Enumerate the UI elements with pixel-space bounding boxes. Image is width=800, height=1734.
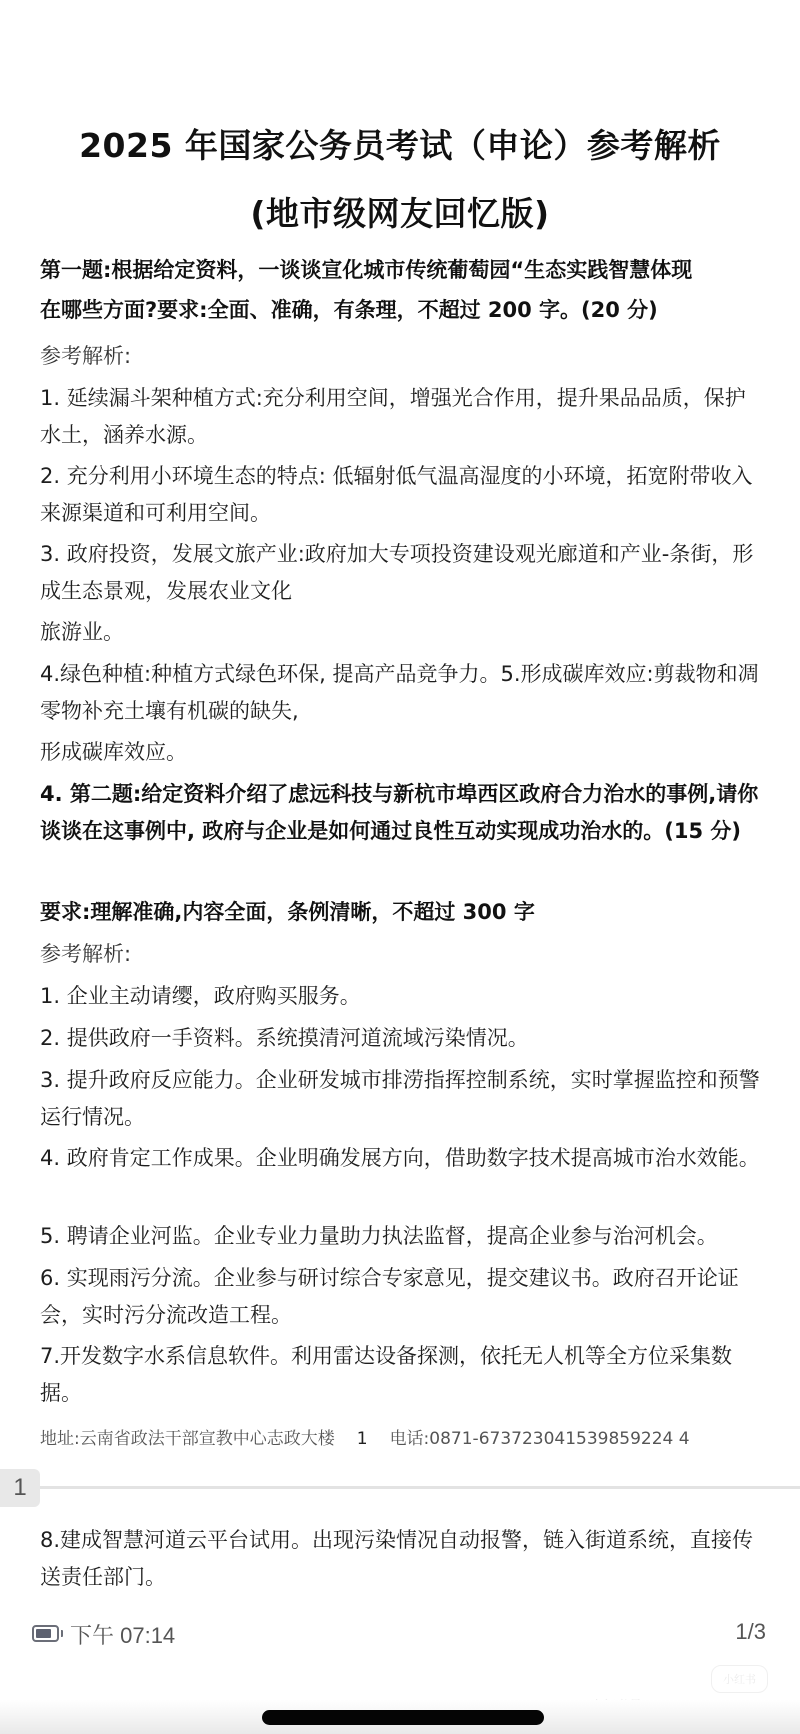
- battery-level: [36, 1629, 51, 1638]
- footer-page-number: 1: [356, 1429, 368, 1449]
- question2-analysis-label: 参考解析:: [40, 942, 132, 966]
- watermark-logo: 小红书: [711, 1665, 768, 1693]
- question1-answer-4-5: 4.绿色种植:种植方式绿色环保, 提高产品竞争力。5.形成碳库效应:剪裁物和凋零物补充土壤有机碳的缺失,: [40, 662, 759, 723]
- reader-status-bar: [0, 1615, 800, 1655]
- battery-tip: [61, 1630, 63, 1637]
- question2-answer-4: 4. 政府肯定工作成果。企业明确发展方向，借助数字技术提高城市治水效能。: [40, 1146, 760, 1170]
- question1-prompt-line1: 第一题:根据给定资料，一谈谈宣化城市传统葡萄园“生态实践智慧体现: [40, 258, 693, 282]
- question2-answer-2: 2. 提供政府一手资料。系统摸清河道流域污染情况。: [40, 1026, 529, 1050]
- question2-answer-1: 1. 企业主动请缨，政府购买服务。: [40, 984, 361, 1008]
- question2-answer-6: 6. 实现雨污分流。企业参与研讨综合专家意见，提交建议书。政府召开论证会，实时污分流改造工程。: [40, 1266, 739, 1327]
- question1-prompt-line2: 在哪些方面?要求:全面、准确，有条理，不超过 200 字。(20 分): [40, 298, 658, 322]
- page-footer: [40, 1424, 780, 1449]
- page-indicator: 1/3: [735, 1619, 766, 1644]
- question1-answer-3: 3. 政府投资，发展文旅产业:政府加大专项投资建设观光廊道和产业-条街，形成生态景观，发展农业文化: [40, 542, 754, 603]
- home-indicator[interactable]: [262, 1710, 544, 1725]
- battery-icon: [32, 1625, 59, 1642]
- question1-analysis-label: 参考解析:: [40, 344, 132, 368]
- status-time: 下午 07:14: [70, 1623, 176, 1648]
- question1-prompt: [40, 252, 766, 329]
- question1-answer-3-cont: 旅游业。: [40, 620, 124, 644]
- question1-answer-2: 2. 充分利用小环境生态的特点: 低辐射低气温高湿度的小环境，拓宽附带收入来源渠道和可利用空间。: [40, 464, 753, 525]
- page-divider-badge: 1: [0, 1469, 40, 1507]
- question2-answer-3: 3. 提升政府反应能力。企业研发城市排涝指挥控制系统，实时掌握监控和预警运行情况。: [40, 1068, 760, 1129]
- question2-answer-8: 8.建成智慧河道云平台试用。出现污染情况自动报警，链入街道系统，直接传送责任部门。: [40, 1528, 754, 1589]
- question1-answer-1: 1. 延续漏斗架种植方式:充分利用空间，增强光合作用，提升果品品质，保护水土，涵养水源。: [40, 386, 746, 447]
- question2-prompt: 4. 第二题:给定资料介绍了虑远科技与新杭市埠西区政府合力治水的事例,请你谈谈在这事例中, 政府与企业是如何通过良性互动实现成功治水的。(15 分): [40, 782, 759, 843]
- question2-answer-5: 5. 聘请企业河监。企业专业力量助力执法监督，提高企业参与治河机会。: [40, 1224, 718, 1248]
- document-title: 2025 年国家公务员考试（申论）参考解析: [79, 126, 721, 165]
- question1-answer-5-cont: 形成碳库效应。: [40, 740, 187, 764]
- footer-address: 地址:云南省政法干部宣教中心志政大楼: [40, 1429, 335, 1449]
- document-subtitle: (地市级网友回忆版): [250, 194, 550, 233]
- footer-phone: 电话:0871-673723041539859224 4: [389, 1429, 690, 1449]
- question2-answer-7: 7.开发数字水系信息软件。利用雷达设备探测，依托无人机等全方位采集数据。: [40, 1344, 733, 1405]
- page-divider-line: [40, 1486, 800, 1489]
- question2-requirement: 要求:理解准确,内容全面，条例清晰，不超过 300 字: [40, 900, 535, 924]
